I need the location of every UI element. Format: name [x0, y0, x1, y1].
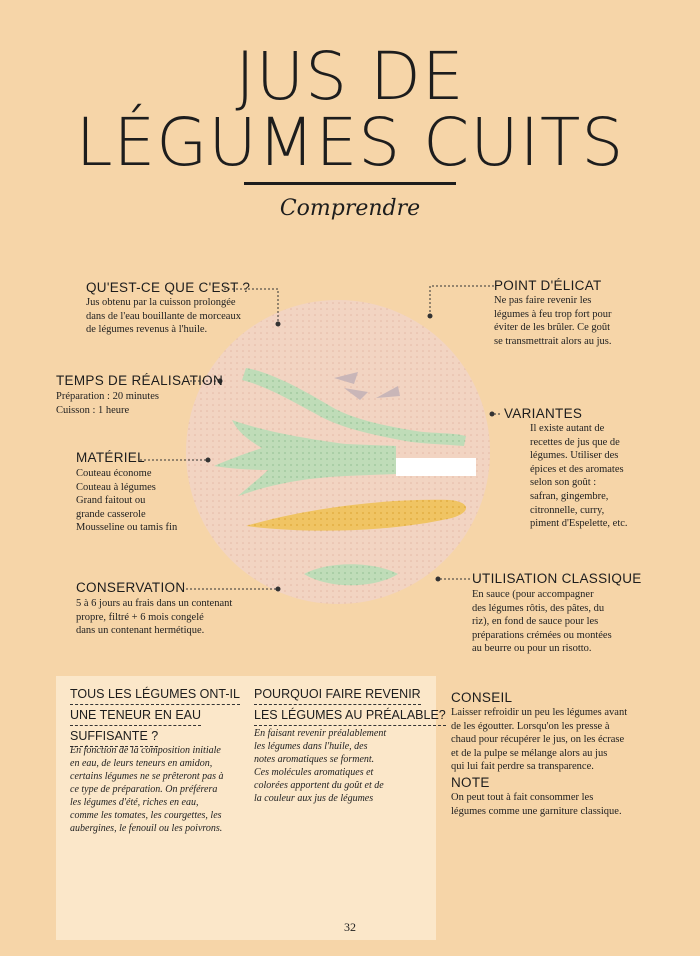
section-heading-conservation: CONSERVATION: [76, 580, 186, 595]
section-text-variantes: Il existe autant de recettes de jus que de légumes. Utiliser des épices et des aromates selon son goût : safran, gingembre, citronnelle, curry, piment d'Espelette, etc.: [530, 423, 628, 530]
section-heading-quest: QU'EST-CE QUE C'EST ?: [86, 280, 251, 295]
section-text-materiel: Couteau économe Couteau à légumes Grand faitout ou grande casserole Mousseline ou tamis fin: [76, 468, 178, 534]
section-heading-variantes: VARIANTES: [504, 406, 583, 421]
page-subtitle: Comprendre: [279, 196, 421, 221]
page-title-line-2: LÉGUMES CUITS: [75, 104, 625, 181]
section-text-temps: Préparation : 20 minutes Cuisson : 1 heure: [56, 391, 159, 416]
faq-heading-sauter: POURQUOI FAIRE REVENIR LES LÉGUMES AU PRÉALABLE?: [254, 684, 446, 726]
leek-root: [396, 458, 476, 476]
section-text-utilisation: En sauce (pour accompagner des légumes rôtis, des pâtes, du riz), en fond de sauce pour les préparations crémées ou montées au beurre ou pour un risotto.: [472, 589, 612, 655]
section-heading-materiel: MATÉRIEL: [76, 450, 145, 465]
faq-text-sauter: En faisant revenir préalablement les légumes dans l'huile, des notes aromatiques se forment. Ces molécules aromatiques et colorées apportent du goût et de la couleur aux jus de légumes: [254, 728, 387, 804]
note-text: On peut tout à fait consommer les légumes comme une garniture classique.: [451, 792, 622, 817]
faq-text-water: En fonction de la composition initiale en eau, de leurs teneurs en amidon, certains légumes ne se prêteront pas à ce type de préparation. On préférera les légumes d'été, riches en eau, comme les tomates, les courgettes, les aubergines, le fenouil ou les poivrons.: [70, 745, 224, 834]
section-heading-utilisation: UTILISATION CLASSIQUE: [472, 571, 642, 586]
section-text-point: Ne pas faire revenir les légumes à feu trop fort pour éviter de les brûler. Ce goût se transmettrait alors au jus.: [494, 295, 612, 347]
note-heading: NOTE: [451, 775, 490, 790]
section-heading-point: POINT D'ÉLICAT: [494, 278, 602, 293]
page-number: 32: [344, 920, 356, 934]
section-heading-temps: TEMPS DE RÉALISATION: [56, 373, 224, 388]
page-title-line-1: JUS DE: [235, 38, 465, 115]
section-text-conservation: 5 à 6 jours au frais dans un contenant propre, filtré + 6 mois congelé dans un contenant hermétique.: [76, 598, 233, 637]
faq-heading-water: TOUS LES LÉGUMES ONT-IL UNE TENEUR EN EAU SUFFISANTE ?: [70, 684, 240, 747]
conseil-heading: CONSEIL: [451, 690, 513, 705]
conseil-text: Laisser refroidir un peu les légumes avant de les égoutter. Lorsqu'on les presse à chaud pour récupérer le jus, on les écrase et de la pulpe se mélange alors au jus qui lui fait perdre sa transparence.: [451, 707, 628, 773]
section-text-quest: Jus obtenu par la cuisson prolongée dans de l'eau bouillante de morceaux de légumes revenus à l'huile.: [86, 297, 241, 336]
